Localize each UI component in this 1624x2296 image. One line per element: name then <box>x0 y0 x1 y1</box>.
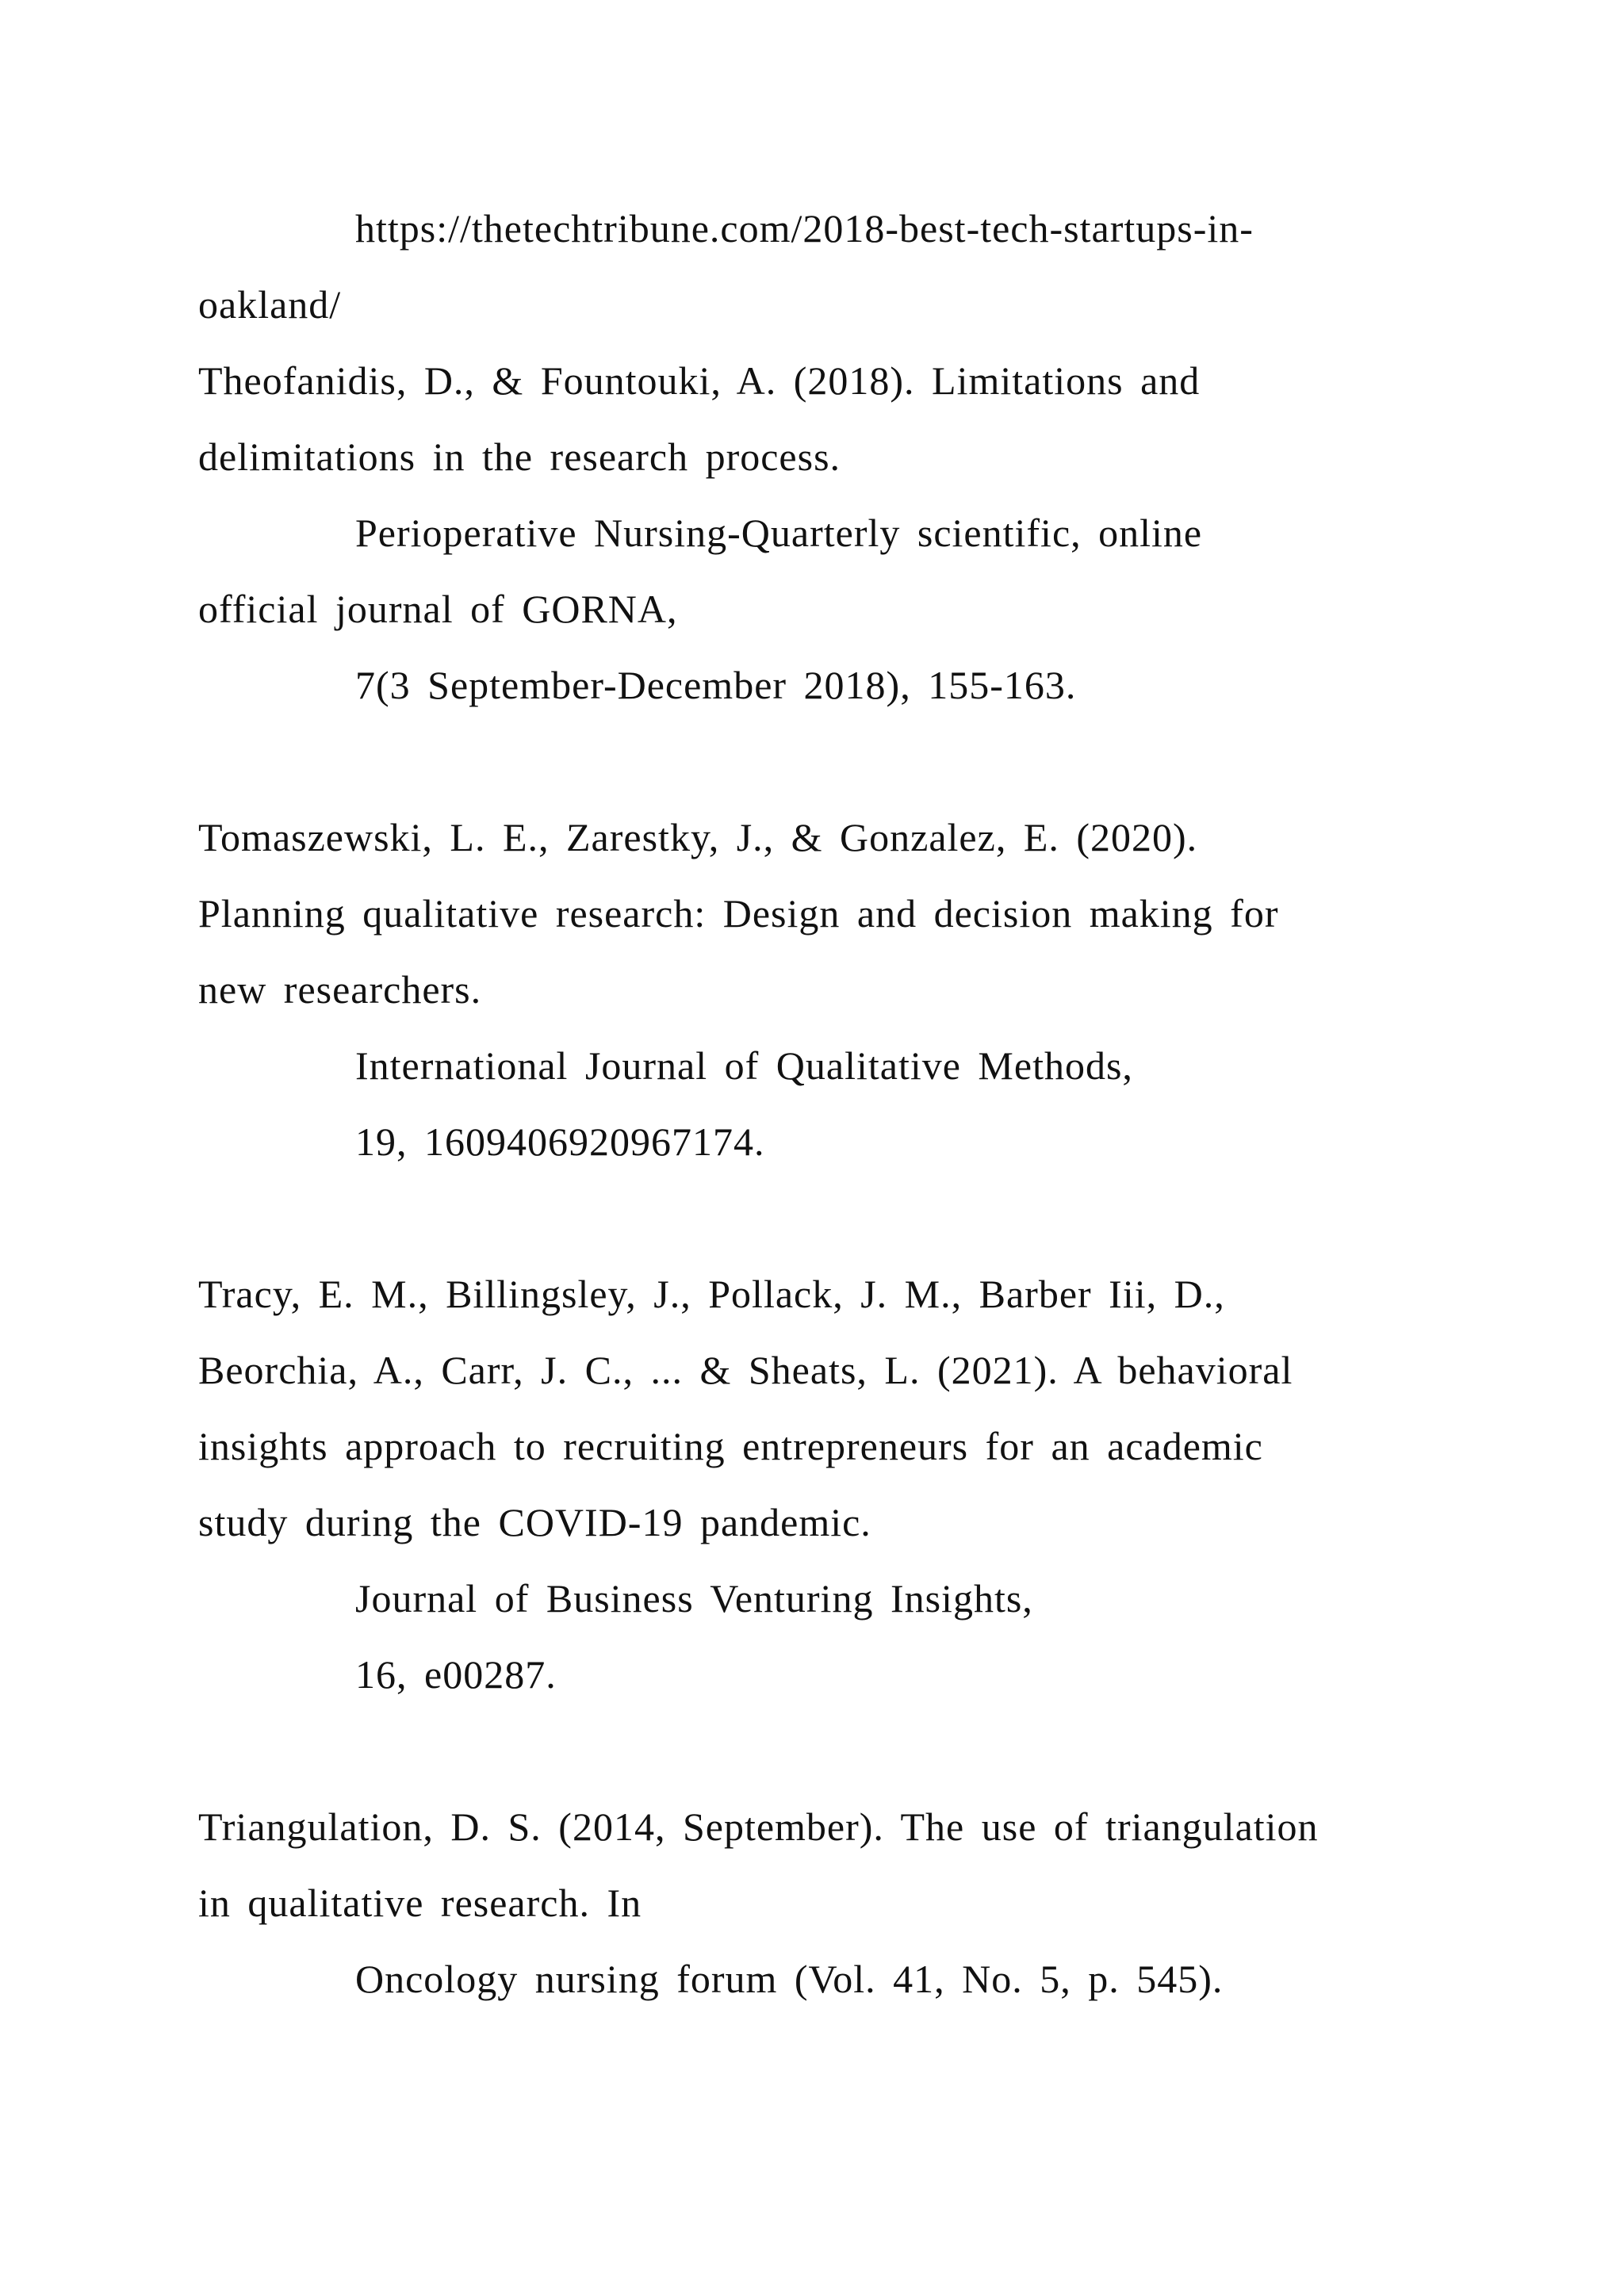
reference-tracy-journal: Journal of Business Venturing Insights, <box>355 1576 1033 1621</box>
reference-tracy-line-2: Beorchia, A., Carr, J. C., ... & Sheats, L. (2021). A behavioral <box>198 1348 1293 1392</box>
reference-tracy-volume: 16, e00287. <box>355 1652 557 1697</box>
reference-theofanidis-journal-line-1: Perioperative Nursing-Quarterly scientific, online <box>355 511 1203 555</box>
reference-url-line-1: https://thetechtribune.com/2018-best-tech-startups-in- <box>355 206 1254 251</box>
reference-triangulation-source: Oncology nursing forum (Vol. 41, No. 5, p. 545). <box>355 1957 1224 2001</box>
reference-tomaszewski-line-2: Planning qualitative research: Design and decision making for <box>198 891 1279 936</box>
reference-theofanidis-line-2: delimitations in the research process. <box>198 434 841 479</box>
reference-tomaszewski-volume: 19, 1609406920967174. <box>355 1119 765 1164</box>
reference-tracy-line-4: study during the COVID-19 pandemic. <box>198 1500 871 1544</box>
reference-tomaszewski-journal: International Journal of Qualitative Methods, <box>355 1043 1133 1088</box>
reference-tomaszewski-line-1: Tomaszewski, L. E., Zarestky, J., & Gonzalez, E. (2020). <box>198 815 1198 859</box>
reference-triangulation-line-2: in qualitative research. In <box>198 1881 642 1925</box>
reference-tomaszewski-line-3: new researchers. <box>198 967 482 1012</box>
reference-url-line-2: oakland/ <box>198 282 342 327</box>
reference-theofanidis-volume: 7(3 September-December 2018), 155-163. <box>355 663 1077 707</box>
reference-theofanidis-journal-line-2: official journal of GORNA, <box>198 587 678 631</box>
reference-triangulation-line-1: Triangulation, D. S. (2014, September). The use of triangulation <box>198 1804 1319 1849</box>
reference-tracy-line-1: Tracy, E. M., Billingsley, J., Pollack, J. M., Barber Iii, D., <box>198 1272 1225 1316</box>
reference-theofanidis-line-1: Theofanidis, D., & Fountouki, A. (2018). Limitations and <box>198 358 1201 403</box>
reference-tracy-line-3: insights approach to recruiting entrepreneurs for an academic <box>198 1424 1263 1468</box>
